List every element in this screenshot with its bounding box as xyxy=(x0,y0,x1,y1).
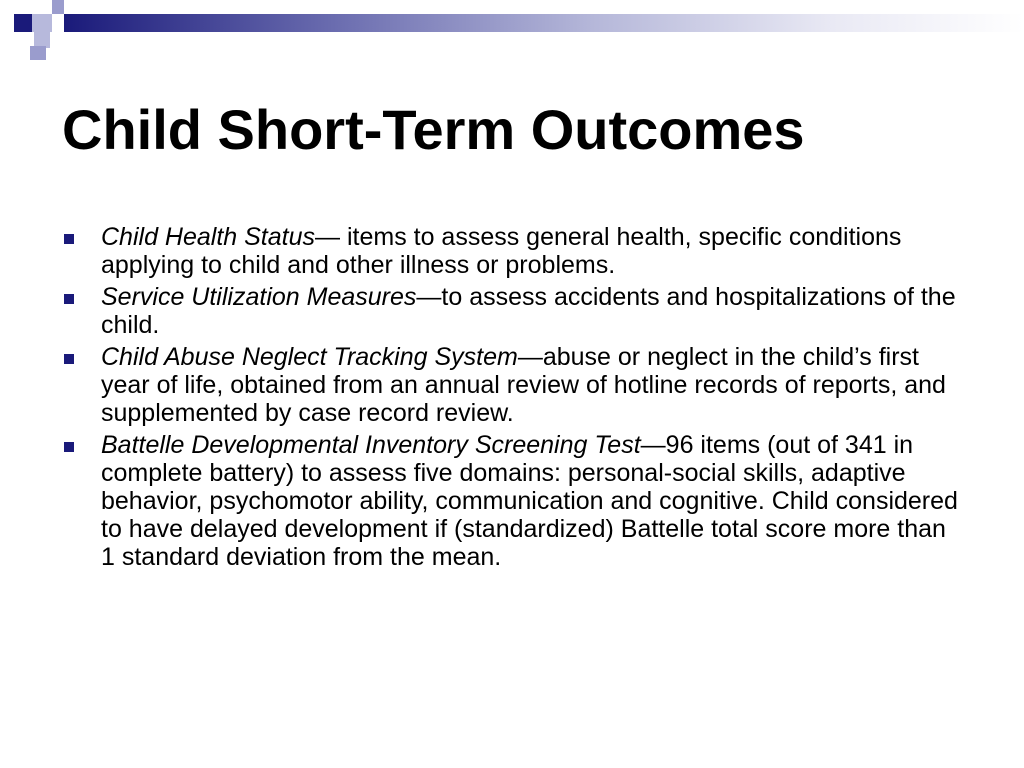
bullet-list xyxy=(60,223,960,575)
bullet-term: Service Utilization Measures xyxy=(101,283,417,311)
square-bullet-icon xyxy=(64,234,74,244)
bullet-text: —abuse or neglect in the child’s first year of life, obtained from an annual review of hotline records of reports, and supplemented by case record review. xyxy=(101,343,946,427)
bullet-term: Child Health Status xyxy=(101,223,316,251)
bullet-term: Child Abuse Neglect Tracking System xyxy=(101,343,518,371)
square-bullet-icon xyxy=(64,354,74,364)
decor-square xyxy=(52,0,64,14)
bullet-item xyxy=(60,223,960,279)
decor-square xyxy=(14,14,32,32)
bullet-item xyxy=(60,431,960,571)
square-bullet-icon xyxy=(64,294,74,304)
bullet-text: — items to assess general health, specific conditions applying to child and other illness or problems. xyxy=(101,223,902,279)
bullet-term: Battelle Developmental Inventory Screening Test xyxy=(101,431,641,459)
square-bullet-icon xyxy=(64,442,74,452)
bullet-text: —to assess accidents and hospitalizations of the child. xyxy=(101,283,956,339)
bullet-text: —96 items (out of 341 in complete battery) to assess five domains: personal-social skills, adaptive behavior, psychomotor ability, communication and cognitive. Child considered to have delayed development if (standardized) Battelle total score more than 1 standard deviation from the mean. xyxy=(101,431,958,571)
bullet-item xyxy=(60,343,960,427)
bullet-item xyxy=(60,283,960,339)
decor-square xyxy=(30,46,46,60)
slide-title: Child Short-Term Outcomes xyxy=(62,98,805,161)
gradient-bar xyxy=(64,14,1024,32)
header-decoration xyxy=(0,0,1024,64)
decor-square xyxy=(32,14,52,32)
